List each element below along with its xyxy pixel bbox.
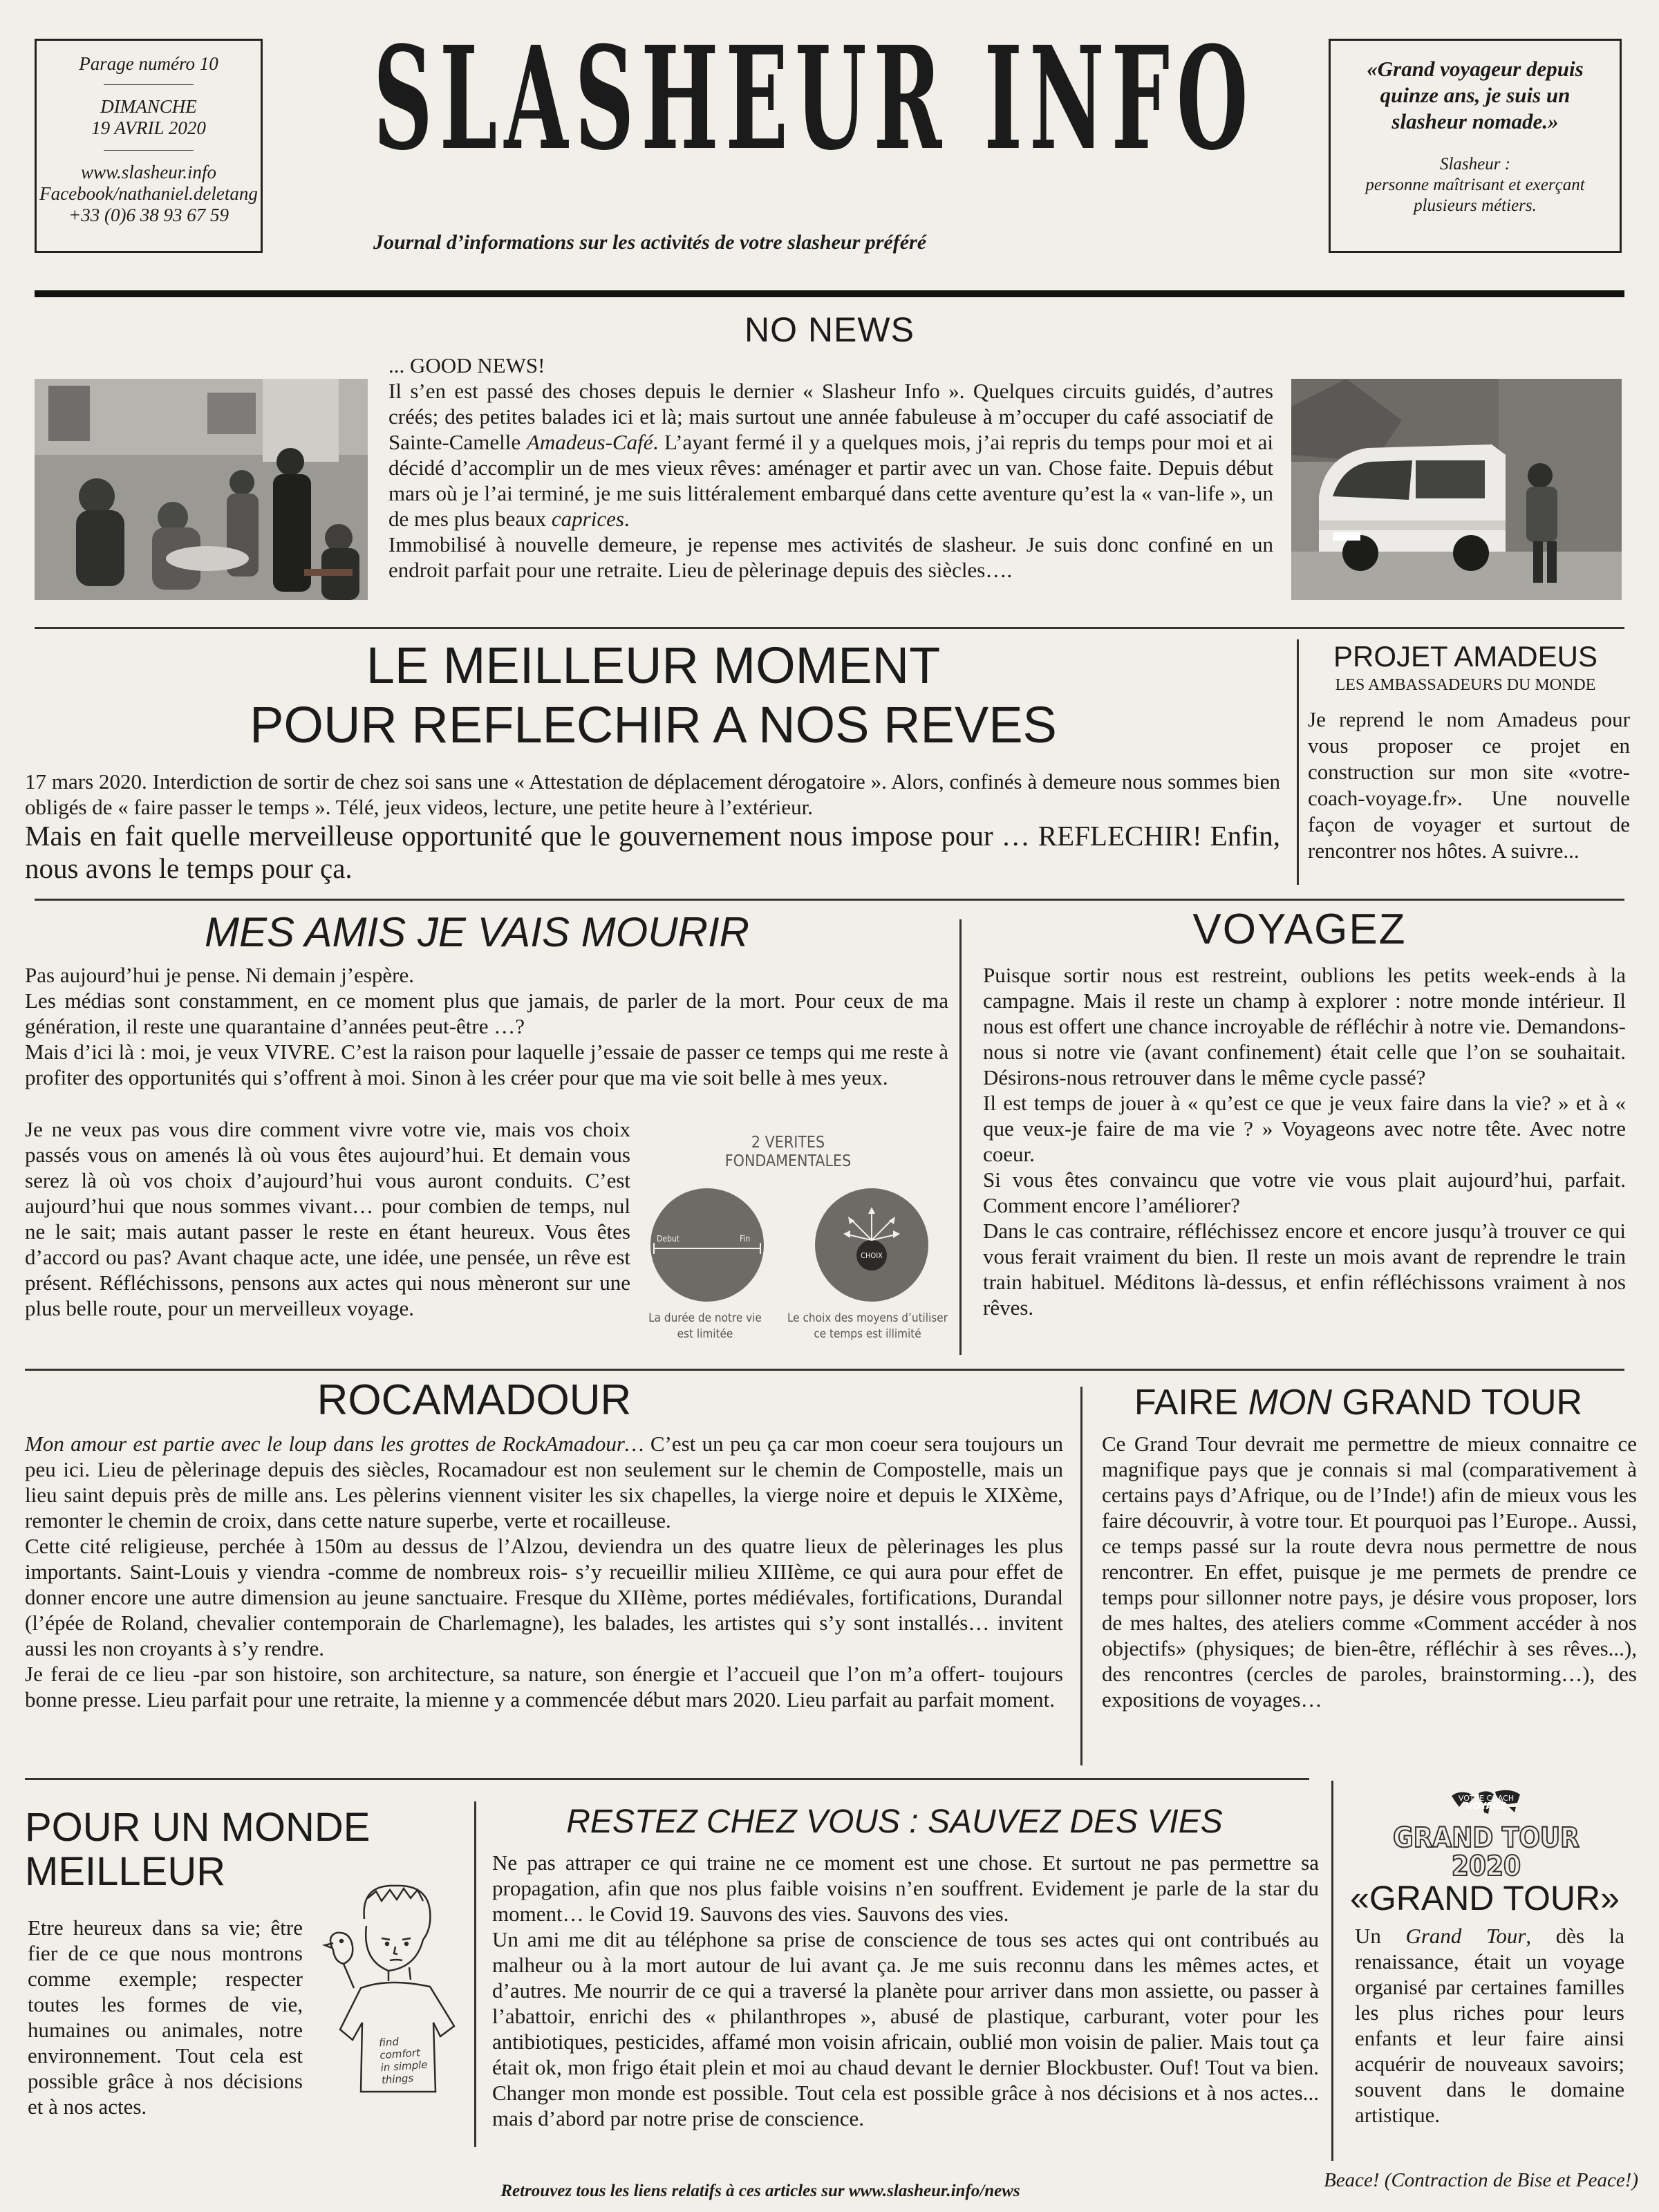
no-news-body	[388, 353, 1273, 583]
meilleur-moment-title	[35, 636, 1272, 755]
shirt-text-2: comfort	[379, 2046, 421, 2062]
no-news-paragraph-1	[388, 378, 1273, 532]
infographic-title-line-1: 2 VERITES	[751, 1134, 825, 1152]
caption-left-line-2: est limitée	[677, 1327, 733, 1341]
infographic	[636, 1134, 948, 1348]
no-news-lead: ... GOOD NEWS!	[388, 353, 545, 377]
restez-p1: Ne pas attraper ce qui traine ne ce moment est une chose. Et surtout ne pas permettre sa propagation, afin que nos plus faible voisins n’en souffrent. Evidement je parle de la star du moment… le Covid 19. Sauvons des vies. Sauvons des vies.	[492, 1850, 1319, 1926]
no-news-title: NO NEWS	[744, 310, 915, 349]
rocamadour-p3: Je ferai de ce lieu -par son histoire, son architecture, sa nature, son énergie et l’accueil que l’on m’a offert- toujours bonne presse. Lieu parfait pour une retraite, la mienne y a commencée début mars 2020. Lieu parfait au parfait moment.	[25, 1662, 1063, 1712]
definition-text: personne maîtrisant et exerçant plusieurs métiers.	[1365, 176, 1585, 215]
logo-line-2: 2020	[1451, 1850, 1521, 1882]
infographic-title-line-2: FONDAMENTALES	[724, 1152, 852, 1170]
site-link[interactable]: www.slasheur.info	[80, 162, 217, 182]
grand-tour-box-text-b: , dès la renaissance, était un voyage organisé par certaines familles les plus riches pour leurs enfants et leur faire ainsi acquérir de nouveaux savoirs; souvent dans le domaine artistique.	[1355, 1924, 1624, 2127]
grand-tour-title-b: GRAND TOUR	[1331, 1382, 1583, 1423]
issue-divider-2	[104, 150, 194, 151]
pour-un-monde-text: Etre heureux dans sa vie; être fier de ce que nous montrons comme exemple; respecter toutes les formes de vie, humaines ou animales, notre environnement. Tout cela est possible grâce à nos décisions et à nos actes.	[28, 1915, 303, 2119]
caption-right	[785, 1311, 950, 1342]
no-news-p1-italic2: caprices	[551, 507, 624, 531]
choix-label: CHOIX	[861, 1251, 883, 1260]
issue-number: Parage numéro 10	[79, 53, 218, 74]
logo-small-line-2: VOYAGE	[1465, 1801, 1507, 1812]
mes-amis-p1: Pas aujourd’hui je pense. Ni demain j’espère.	[25, 963, 414, 987]
grand-tour-article-text: Ce Grand Tour devrait me permettre de mieux connaitre ce magnifique pays que je connais si mal (comparativement à certains pays d’Afrique, ou de l’Inde!) afin de mieux vous les faire découvrir, à votre tour. Et pourquoi pas l’Europe.. Aussi, ce temps passé sur la route devra nous permettre de nous rencontrer. En effet, puisque je me permets de prendre ce temps pour sillonner notre pays, je désire vous proposer, lors de mes haltes, des ateliers comme «Comment accéder à nos objectifs» (physiques; de bien-être, réfléchir à ses rêves...), des rencontres (cercles de paroles, brainstorming…), des expositions de voyages…	[1102, 1432, 1637, 1712]
rocamadour-p1-italic: Mon amour est partie avec le loup dans les grottes de RockAmadour…	[25, 1432, 644, 1456]
projet-divider	[1297, 639, 1299, 885]
no-news-p1-b: . L’ayant fermé il y a quelques mois, j’ai repris du temps pour moi et ai décidé d’accomplir un de mes vieux rêves: aménager et partir avec un van. Chose faite. Depuis début mars où je l’ai terminé, je me suis littéralement embarqué dans cette aventure qu’est la « van-life », un de mes plus beaux	[388, 430, 1273, 531]
grand-tour-box-text-a: Un	[1355, 1924, 1406, 1948]
rocamadour-p1	[25, 1431, 1063, 1533]
pour-un-monde-title-line-2: MEILLEUR	[25, 1849, 226, 1894]
mes-amis-p4: Je ne veux pas vous dire comment vivre votre vie, mais vos choix passés vous on amenés là où vous êtes aujourd’hui. Et demain vous serez là où vos choix d’aujourd’hui vous auront conduits. C’est aujourd’hui que nous sommes vivant… pour combien de temps, nul ne le sait; mais autant passer le reste en étant heureux. Vous êtes d’accord ou pas? Avant chaque acte, une idée, une pensée, un rêve est présent. Réfléchissons, pensons aux actes qui nous mèneront sur une plus belle route, pour un merveilleux voyage.	[25, 1117, 630, 1320]
voyagez-title: VOYAGEZ	[1192, 906, 1407, 953]
boy-illustration	[312, 1877, 478, 2106]
masthead-rule	[35, 290, 1624, 297]
issue-info-box	[35, 39, 263, 253]
rocamadour-body	[25, 1431, 1063, 1712]
grand-tour-box-divider	[1331, 1781, 1333, 2161]
fin-label: Fin	[740, 1234, 751, 1244]
voyagez-body	[983, 962, 1626, 1320]
shirt-text-1: find	[378, 2035, 400, 2050]
projet-amadeus-text: Je reprend le nom Amadeus pour vous proposer ce projet en construction sur mon site «votre-coach-voyage.fr». Une nouvelle façon de voyager et surtout de rencontrer nos hôtes. A suivre...	[1308, 707, 1630, 863]
no-news-p1-c: .	[624, 507, 630, 531]
choice-circle	[813, 1186, 930, 1304]
masthead-subtitle: Journal d’informations sur les activités de votre slasheur préféré	[373, 231, 927, 254]
slasheur-quote: «Grand voyageur depuis quinze ans, je suis un slasheur nomade.»	[1367, 57, 1584, 133]
phone-number: +33 (0)6 38 93 67 59	[68, 205, 229, 225]
caption-left-line-1: La durée de notre vie	[648, 1311, 762, 1325]
mes-amis-body-top	[25, 962, 948, 1090]
meilleur-moment-title-line-1: LE MEILLEUR MOMENT	[366, 637, 941, 694]
masthead-title: SLASHEUR INFO	[373, 16, 1255, 182]
caption-left	[629, 1311, 781, 1342]
grand-tour-title-italic: MON	[1248, 1382, 1332, 1423]
issue-day: DIMANCHE	[100, 96, 197, 117]
logo-line-1: GRAND TOUR	[1393, 1822, 1580, 1854]
definition-label: Slasheur :	[1439, 155, 1511, 174]
voyagez-p2: Il est temps de jouer à « qu’est ce que je veux faire dans la vie? » et à « que veux-je faire de ma vie ? » Voyageons avec notre tête. Avec notre coeur.	[983, 1091, 1626, 1166]
section-rule-3	[25, 1369, 1624, 1371]
projet-amadeus-header	[1306, 639, 1624, 695]
section-rule-2	[35, 899, 1624, 901]
no-news-p1-italic: Amadeus-Café	[526, 430, 653, 454]
restez-title: RESTEZ CHEZ VOUS : SAUVEZ DES VIES	[566, 1803, 1223, 1840]
issue-divider	[104, 84, 194, 85]
lifetime-circle	[648, 1186, 766, 1304]
mes-amis-p3: Mais d’ici là : moi, je veux VIVRE. C’est la raison pour laquelle j’essaie de passer ce temps qui me reste à profiter des opportunités qui s’offrent à moi. Sinon à les créer pour que ma vie soit belle à mes yeux.	[25, 1040, 948, 1089]
caption-right-line-1: Le choix des moyens d’utiliser	[787, 1311, 948, 1325]
meilleur-moment-body	[25, 769, 1280, 885]
meilleur-moment-p1: 17 mars 2020. Interdiction de sortir de chez soi sans une « Attestation de déplacement dérogatoire ». Alors, confinés à demeure nous sommes bien obligés de « faire passer le temps ». Télé, jeux videos, lecture, une petite heure à l’extérieur.	[25, 769, 1280, 819]
issue-date: 19 AVRIL 2020	[91, 118, 206, 138]
quote-box	[1329, 39, 1622, 253]
grand-tour-box-title: «GRAND TOUR»	[1350, 1879, 1620, 1918]
grand-tour-article-title	[1085, 1378, 1631, 1427]
van-photo	[1291, 379, 1622, 600]
shirt-text-4: things	[381, 2072, 414, 2087]
mes-amis-p2: Les médias sont constamment, en ce moment plus que jamais, de parler de la mort. Pour ceux de ma génération, il reste une quarantaine d’années peut-être …?	[25, 988, 948, 1038]
section-rule-4	[25, 1778, 1309, 1780]
infographic-title	[636, 1134, 940, 1171]
grand-tour-logo	[1355, 1788, 1618, 1882]
restez-p2: Un ami me dit au téléphone sa prise de conscience de tous ses actes qui ont contribués au malheur ou à la mort autour de lui avant ça. Je me suis reconnu dans les mêmes actes, et d’autres. Me nourrir de ce qui a traversé la planète pour arriver dans mon assiette, ou passer à l’abattoir, enrichi des « philanthropes », abusé de plastique, carburant, voter pour les antibiotiques, pesticides, affamé mon voisin africain, oublié mon voisin de palier. Mais tout ça était ok, mon frigo était plein et moi au chaud devant le dernier Blockbuster. Ouf! Tout va bien. Changer mon monde est possible. Tout cela est possible grâce à nos décisions et à nos actes... mais d’abord par notre prise de conscience.	[492, 1927, 1319, 2130]
no-news-paragraph-2: Immobilisé à nouvelle demeure, je repense mes activités de slasheur. Je suis donc confiné en un endroit parfait pour une retraite. Lieu de pèlerinage depuis des siècles….	[388, 532, 1273, 582]
voyagez-divider	[959, 919, 962, 1355]
grand-tour-box-text	[1355, 1923, 1624, 2128]
rocamadour-title: ROCAMADOUR	[317, 1376, 632, 1424]
footer-signoff: Beace! (Contraction de Bise et Peace!)	[1324, 2169, 1638, 2191]
shirt-text	[379, 2034, 429, 2087]
meilleur-moment-title-line-2: POUR REFLECHIR A NOS REVES	[250, 696, 1057, 753]
voyagez-p1: Puisque sortir nous est restreint, oublions les petits week-ends à la campagne. Mais il reste un champ à explorer : notre monde intérieur. Il nous est offert une chance incroyable de réfléchir à notre vie. Demandons-nous si notre vie (avant confinement) était celle que l’on se souhaitait. Désirons-nous retrouver dans le même cycle passé?	[983, 963, 1626, 1089]
facebook-link[interactable]: Facebook/nathaniel.deletang	[39, 183, 258, 204]
projet-amadeus-title: PROJET AMADEUS	[1333, 640, 1597, 673]
pour-un-monde-title-line-1: POUR UN MONDE	[25, 1805, 371, 1850]
voyagez-p3: Si vous êtes convaincu que votre vie vous plait aujourd’hui, parfait. Comment encore l’améliorer?	[983, 1168, 1626, 1217]
meilleur-moment-p2: Mais en fait quelle merveilleuse opportunité que le gouvernement nous impose pour … REFLECHIR! Enfin, nous avons le temps pour ça.	[25, 820, 1280, 884]
mes-amis-title: MES AMIS JE VAIS MOURIR	[205, 909, 749, 955]
grand-tour-title-a: FAIRE	[1134, 1382, 1248, 1423]
voyagez-p4: Dans le cas contraire, réfléchissez encore et encore jusqu’à trouver ce qui vous ferait vraiment du bien. Il reste un mois avant de reprendre le train train habituel. Méditons là-dessus, et enfin réfléchissons vraiment à nos rêves.	[983, 1219, 1626, 1320]
projet-amadeus-subtitle: LES AMBASSADEURS DU MONDE	[1335, 676, 1596, 694]
rocamadour-p1-text: C’est un peu ça car mon coeur sera toujours un peu ici. Lieu de pèlerinage depuis des siècles, Rocamadour est non seulement sur le chemin de Compostelle, mais un lieu saint depuis près de mille ans. Les pèlerins viennent visiter les six chapelles, la vierge noire et depuis le XIXème, remonter le chemin de croix, dans cette nature superbe, verte et rocailleuse.	[25, 1432, 1063, 1533]
grand-tour-divider	[1080, 1387, 1082, 1765]
rocamadour-p2: Cette cité religieuse, perchée à 150m au dessus de l’Alzou, deviendra un des quatre lieux de pèlerinages les plus importants. Saint-Louis y viendra -comme de nombreux rois- s’y recueillir milieu XIIIème, ce qui aura pour effet de donner encore une autre dimension au jeune sanctuaire. Fresque du XIIème, portes médiévales, fortifications, Durandal (l’épée de Roland, chevalier contemporain de Charlemagne), les balades, les artistes qui s’y sont installés… invitent aussi les non croyants à s’y rendre.	[25, 1534, 1063, 1660]
footer-links[interactable]: Retrouvez tous les liens relatifs à ces articles sur www.slasheur.info/news	[500, 2182, 1020, 2200]
logo-small-line-1: VOTRE COACH	[1458, 1794, 1515, 1803]
caption-right-line-2: ce temps est illimité	[814, 1327, 921, 1341]
shirt-text-3: in simple	[380, 2058, 429, 2074]
restez-body	[492, 1850, 1319, 2131]
restez-divider-left	[474, 1801, 476, 2147]
debut-label: Debut	[657, 1234, 679, 1244]
no-news-p1-a: Il s’en est passé des choses depuis le dernier « Slasheur Info ». Quelques circuits guidés, d’autres créés; des petites balades ici et là; mais surtout une année fabuleuse à m’occuper du café associatif de Sainte-Camelle	[388, 379, 1273, 454]
cafe-photo	[35, 379, 368, 600]
section-rule-1	[35, 627, 1624, 629]
grand-tour-box-text-italic: Grand Tour	[1405, 1924, 1526, 1948]
